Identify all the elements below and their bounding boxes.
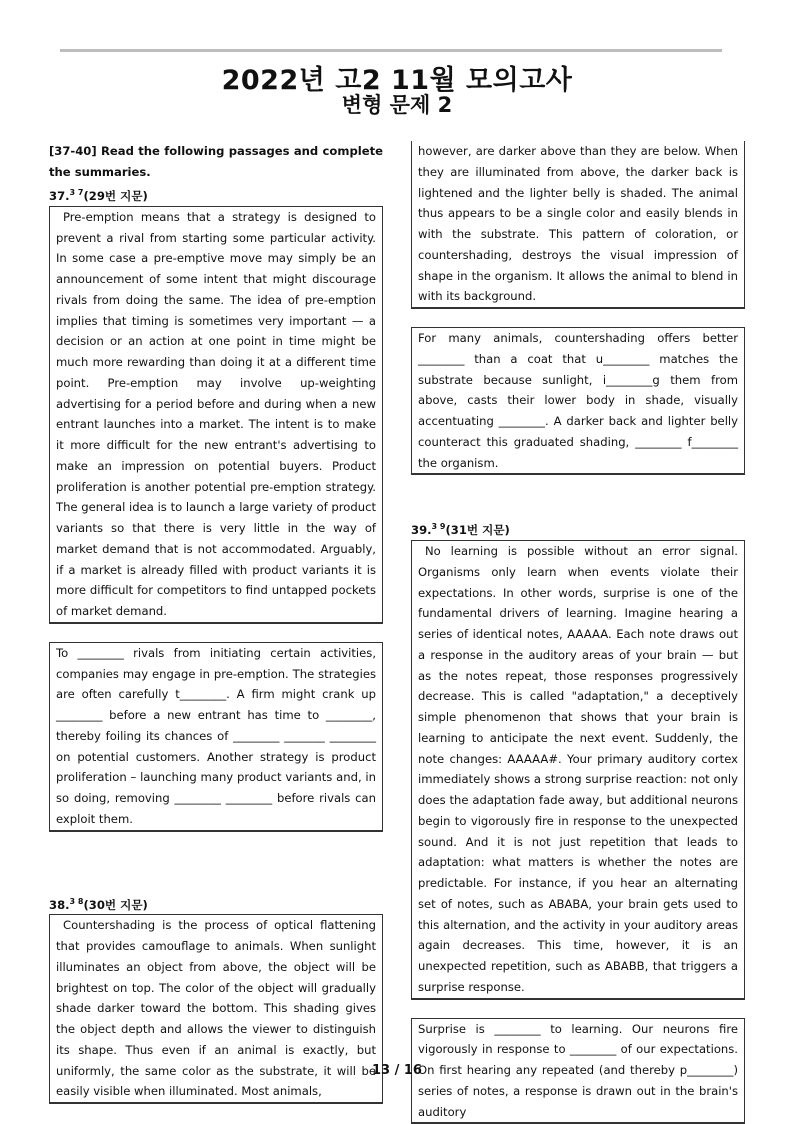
question-37-source: (29번 지문) xyxy=(83,188,148,203)
question-37-passage xyxy=(49,206,383,624)
question-38-label xyxy=(49,892,383,915)
question-38-sup: 3 8 xyxy=(69,896,84,906)
question-38-passage-text-2: however, are darker above than they are below. When they are illuminated from above, the darker back is lightened and the lighter belly is shaded. The animal thus appears to be a single color and easily blends in with the substrate. This pattern of coloration, or countershading, destroys the visual impression of shape in the organism. It allows the animal to blend in with its background. xyxy=(418,144,738,304)
instruction: [37-40] Read the following passages and complete the summaries. xyxy=(49,144,383,179)
question-39-number: 39. xyxy=(411,523,432,538)
question-38-number: 38. xyxy=(49,897,70,912)
question-39-summary-text: Surprise is ________ to learning. Our neurons fire vigorously in response to ________ of our expectations. On first hearing any repeated (and thereby p________) series of notes, a response is drawn out in the brain's auditory xyxy=(418,1021,738,1119)
question-37-sup: 3 7 xyxy=(69,188,84,197)
question-37-number: 37. xyxy=(49,188,70,203)
question-37-label xyxy=(49,183,383,206)
page-number: 13 / 16 xyxy=(372,1063,422,1078)
question-37-summary xyxy=(49,642,383,832)
question-39-passage-text: No learning is possible without an error signal. Organisms only learn when events violate their expectations. In other words, surprise is one of the fundamental drivers of learning. Imagine hearing a series of identical notes, AAAAA. Each note draws out a response in the auditory areas of your brain — but as the notes repeat, those responses progressively decrease. This is called "adaptation," a deceptively simple phenomenon that shows that your brain is learning to anticipate the next event. Suddenly, the note changes: AAAAA#. Your primary auditory cortex immediately shows a strong surprise reaction: not only does the adaptation fade away, but additional neurons begin to vigorously fire in response to the unexpected sound. And it is not just repetition that leads to adaptation: what matters is whether the notes are predictable. For instance, if you hear an alternating set of notes, such as ABABA, your brain gets used to this alternation, and the activity in your auditory areas again decreases. This time, however, it is an unexpected repetition, such as ABABB, that triggers a surprise response. xyxy=(418,544,738,994)
question-39-passage xyxy=(411,540,745,1000)
page-title: 2022년 고2 11월 모의고사 xyxy=(221,65,573,96)
question-39-label xyxy=(411,517,745,540)
question-38-passage-part2 xyxy=(411,141,745,309)
question-38-summary xyxy=(411,327,745,475)
question-38-source: (30번 지문) xyxy=(83,897,148,912)
page-subtitle: 변형 문제 2 xyxy=(341,93,453,117)
top-rule xyxy=(60,49,722,52)
question-39-sup: 3 9 xyxy=(431,522,446,532)
question-38-summary-text: For many animals, countershading offers better ________ than a coat that u________ matches the substrate because sunlight, i________g them from above, casts their lower body in shade, visually accentuating ________. A darker back and lighter belly counteract this graduated shading, ________ f________ the organism. xyxy=(418,331,738,470)
question-38-passage-text-1: Countershading is the process of optical flattening that provides camouflage to animals. When sunlight illuminates an object from above, the object will be brightest on top. The color of the object will gradually shade darker toward the bottom. This shading gives the object depth and allows the viewer to distinguish its shape. Thus even if an animal is exactly, but uniformly, the same color as the substrate, it will be easily visible when illuminated. Most animals, xyxy=(56,918,376,1099)
question-39-source: (31번 지문) xyxy=(445,523,510,538)
question-37-passage-text: Pre-emption means that a strategy is designed to prevent a rival from starting some particular activity. In some case a pre-emptive move may simply be an announcement of some intent that might discourage rivals from doing the same. The idea of pre-emption implies that timing is sometimes very important — a decision or an action at one point in time might be much more rewarding than doing it at a different time point. Pre-emption may involve up-weighting advertising for a period before and during when a new entrant launches into a market. The intent is to make it more difficult for the new entrant's advertising to make an impression on potential buyers. Product proliferation is another potential pre-emption strategy. The general idea is to launch a large variety of product variants so that there is very little in the way of market demand that is not accommodated. Arguably, if a market is already filled with product variants it is more difficult for competitors to find untapped pockets of market demand. xyxy=(56,209,376,619)
right-column xyxy=(411,141,745,1124)
question-37-summary-text: To ________ rivals from initiating certain activities, companies may engage in pre-emption. The strategies are often carefully t________. A firm might crank up ________ before a new entrant has time to ________, thereby foiling its chances of ________ _______ ________ on potential customers. Another strategy is product proliferation – launching many product variants and, in so doing, removing ________ ________ before rivals can exploit them. xyxy=(56,645,376,826)
left-column xyxy=(49,141,383,1104)
